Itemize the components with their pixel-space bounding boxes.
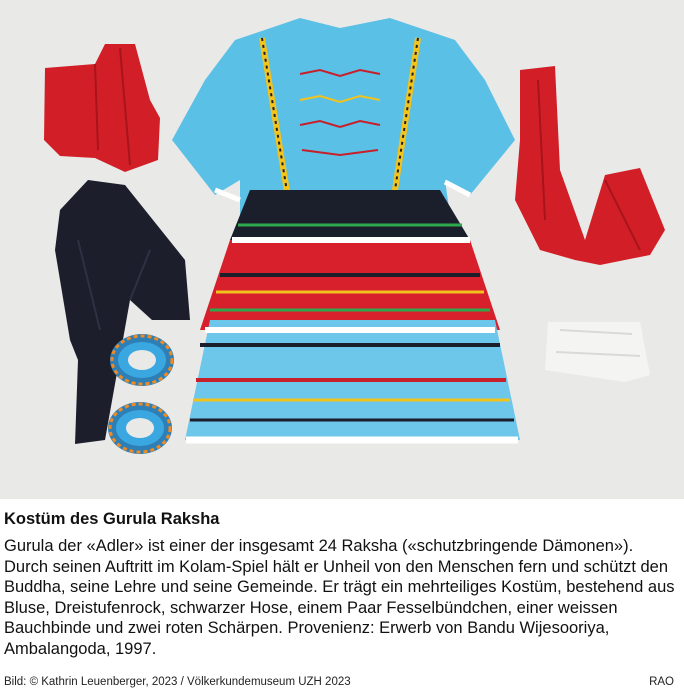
image-credit: Bild: © Kathrin Leuenberger, 2023 / Völkerkundemuseum UZH 2023 xyxy=(4,676,351,688)
caption-title: Kostüm des Gurula Raksha xyxy=(4,510,220,528)
caption-body: Gurula der «Adler» ist einer der insgesamt 24 Raksha («schutzbringende Dämonen»). Durch seinen Auftritt im Kolam-Spiel hält er Unheil von den Menschen fern und schützt den Buddha, seine Lehre und seine Gemeinde. Er trägt ein mehrteiliges Kostüm, bestehend aus Bluse, Dreistufenrock, schwarzer Hose, einem Paar Fesselbündchen, einer weissen Bauchbinde und zwei roten Schärpen. Provenienz: Erwerb von Bandu Wijesooriya, Ambalangoda, 1997. xyxy=(4,537,675,658)
collection-code: RAO xyxy=(649,676,674,688)
anklet-bundle-upper xyxy=(110,334,174,386)
anklet-bundle-lower xyxy=(108,402,172,454)
